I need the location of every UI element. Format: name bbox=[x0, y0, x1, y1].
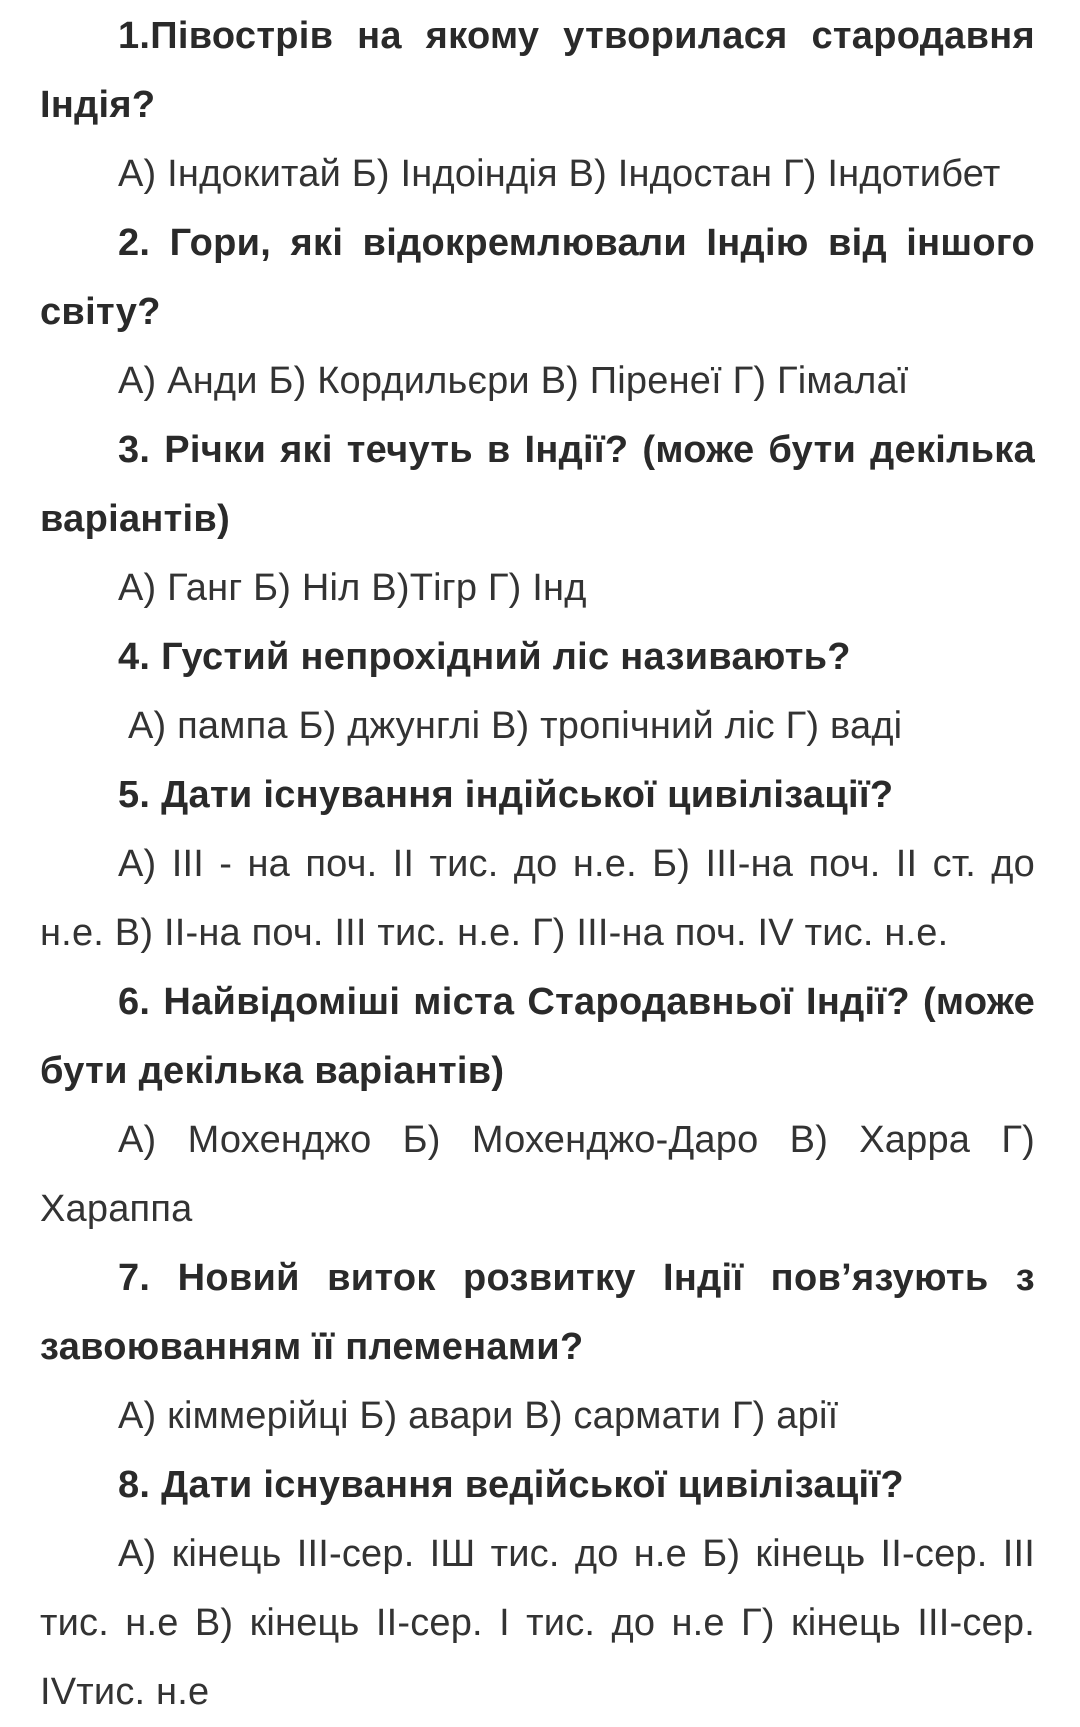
answers-4: А) пампа Б) джунглі В) тропічний ліс Г) ваді bbox=[128, 705, 903, 747]
answers-5: А) ІІІ - на поч. ІІ тис. до н.е. Б) ІІІ-на поч. ІІ ст. до н.е. В) ІІ-на поч. ІІІ тис. н.е. Г) ІІІ-на поч. IV тис. н.е. bbox=[40, 843, 1035, 954]
question-3: 3. Річки які течуть в Індії? (може бути декілька варіантів) bbox=[40, 429, 1035, 540]
quiz-document bbox=[40, 0, 1035, 1727]
answers-7: А) кіммерійці Б) авари В) сармати Г) арії bbox=[118, 1395, 839, 1437]
question-1: 1.Півострів на якому утворилася стародавня Індія? bbox=[40, 15, 1035, 126]
answers-1: А) Індокитай Б) Індоіндія В) Індостан Г) Індотибет bbox=[118, 153, 1001, 195]
answers-2: А) Анди Б) Кордильєри В) Піренеї Г) Гімалаї bbox=[118, 360, 909, 402]
question-7: 7. Новий виток розвитку Індії пов’язують з завоюванням її племенами? bbox=[40, 1257, 1035, 1368]
question-6: 6. Найвідоміші міста Стародавньої Індії? (може бути декілька варіантів) bbox=[40, 981, 1035, 1092]
question-2: 2. Гори, які відокремлювали Індію від іншого світу? bbox=[40, 222, 1035, 333]
answers-8: А) кінець ІІІ-сер. ІШ тис. до н.е Б) кінець ІІ-сер. ІІІ тис. н.е В) кінець ІІ-сер. І тис. до н.е Г) кінець ІІІ-сер. IVтис. н.е bbox=[40, 1533, 1035, 1713]
question-5: 5. Дати існування індійської цивілізації? bbox=[118, 774, 894, 816]
question-4: 4. Густий непрохідний ліс називають? bbox=[118, 636, 851, 678]
answers-3: А) Ганг Б) Ніл В)Тігр Г) Інд bbox=[118, 567, 587, 609]
answers-6: А) Мохенджо Б) Мохенджо-Даро В) Харра Г) Хараппа bbox=[40, 1119, 1035, 1230]
question-8: 8. Дати існування ведійської цивілізації? bbox=[118, 1464, 904, 1506]
